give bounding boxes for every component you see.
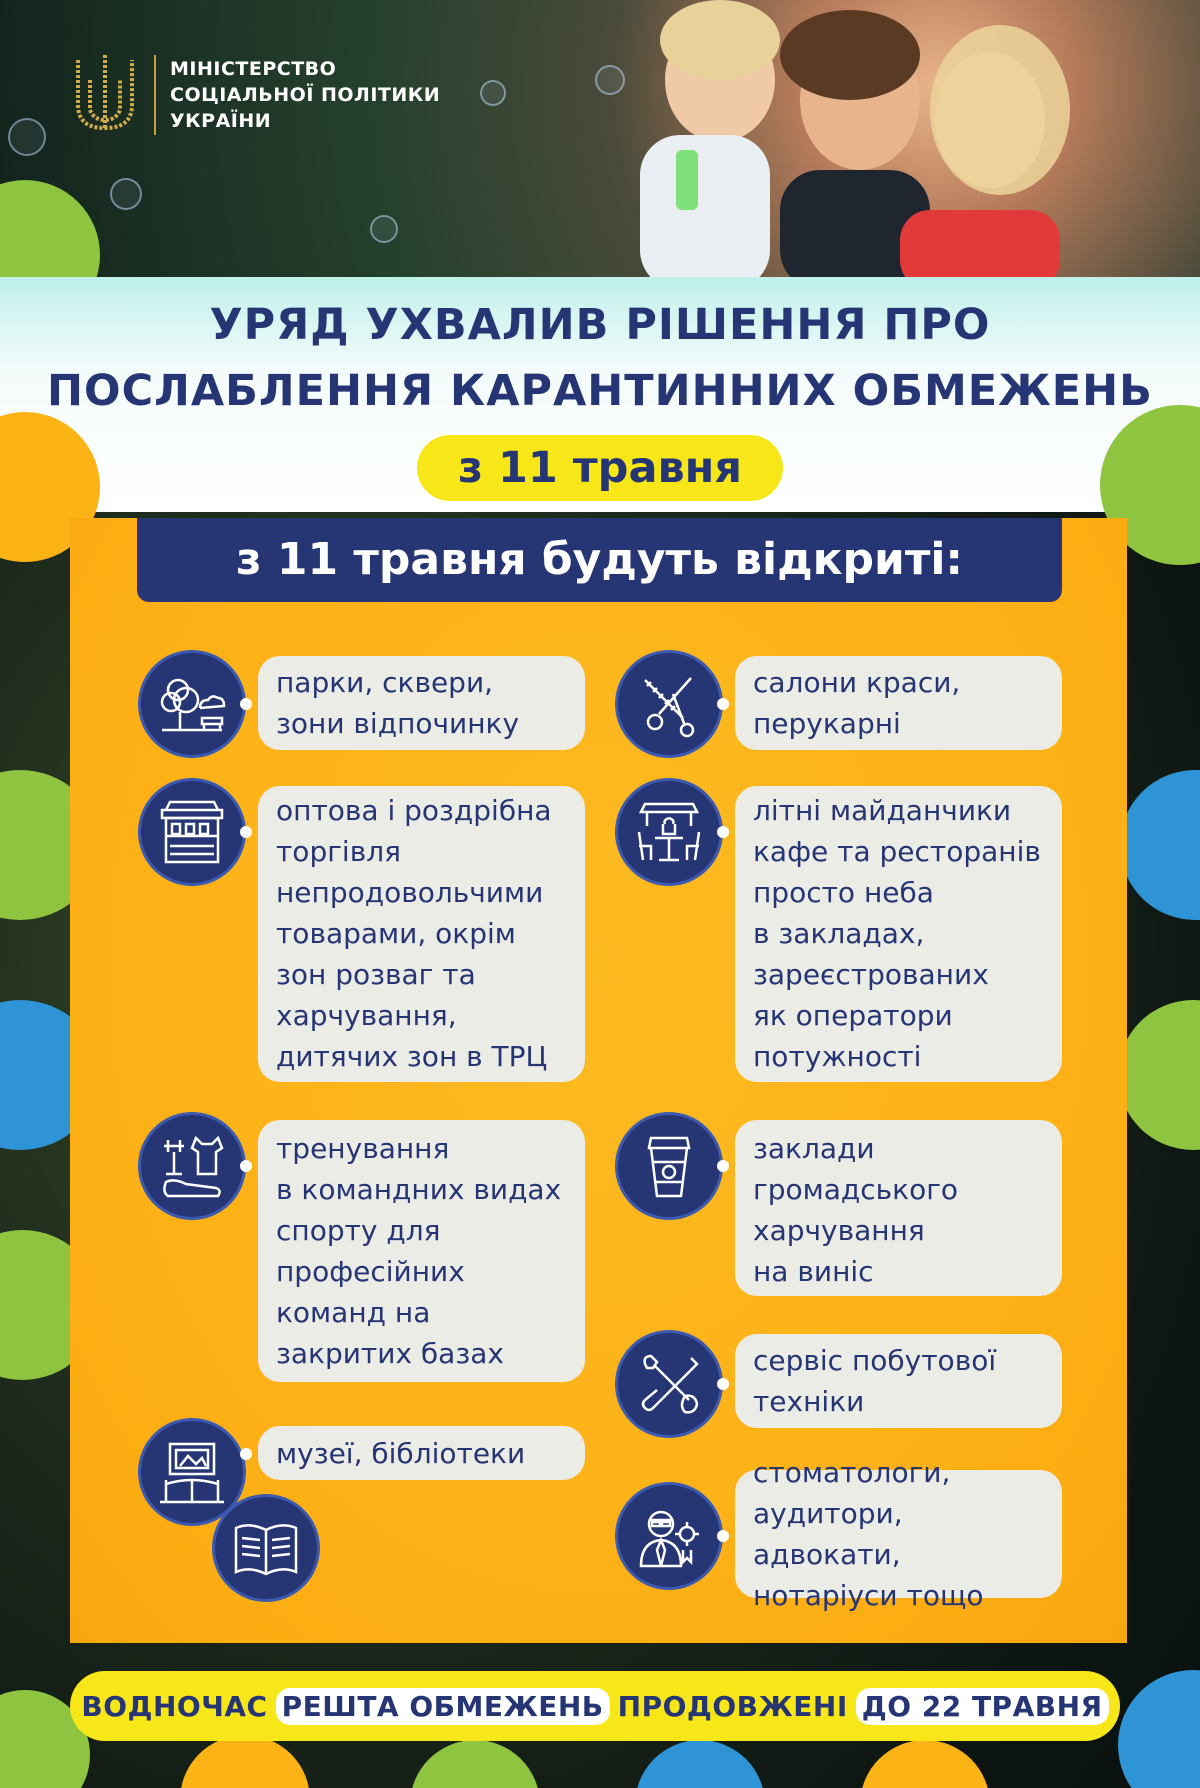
- professional-icon: [615, 1482, 723, 1590]
- ministry-name-line3: УКРАЇНИ: [170, 110, 272, 132]
- soap-bubble: [370, 215, 398, 243]
- family-illustration: [0, 0, 1200, 290]
- soap-bubble: [595, 65, 625, 95]
- connector-dot: [240, 1448, 252, 1460]
- list-item-professionals: [735, 1456, 1062, 1612]
- park-icon: [138, 650, 246, 758]
- deco-circle: [1120, 770, 1200, 920]
- headline-line1: УРЯД УХВАЛИВ РІШЕННЯ ПРО: [209, 300, 991, 350]
- list-item-text: сервіс побутової техніки: [753, 1344, 997, 1418]
- connector-dot: [717, 1378, 729, 1390]
- list-item-text: салони краси, перукарні: [753, 666, 961, 740]
- list-item-text: стоматологи, аудитори, адвокати, нотаріуси тощо: [753, 1456, 984, 1612]
- soap-bubble: [110, 178, 142, 210]
- scissors-comb-icon: [615, 650, 723, 758]
- deco-circle: [1118, 1670, 1200, 1788]
- list-item-text: заклади громадського харчування на виніс: [753, 1132, 959, 1288]
- soap-bubble: [480, 80, 506, 106]
- list-item-text: оптова і роздрібна торгівля непродовольчими товарами, окрім зон розваг та харчування, дитячих зон в ТРЦ: [276, 794, 552, 1073]
- deco-circle: [180, 1735, 310, 1788]
- ministry-name-line2: СОЦІАЛЬНОЇ ПОЛІТИКИ: [170, 84, 441, 106]
- list-item-parks: [258, 656, 585, 750]
- connector-dot: [717, 698, 729, 710]
- soap-bubble: [8, 118, 46, 156]
- list-item-sport: [258, 1120, 585, 1382]
- footer-highlight2: ДО 22 ТРАВНЯ: [856, 1688, 1109, 1725]
- connector-dot: [717, 1160, 729, 1172]
- list-item-text: музеї, бібліотеки: [276, 1436, 526, 1470]
- connector-dot: [240, 826, 252, 838]
- connector-dot: [240, 698, 252, 710]
- coffee-cup-icon: [615, 1112, 723, 1220]
- footer-part3: ПРОДОВЖЕНІ: [617, 1689, 848, 1723]
- ministry-name-line1: МІНІСТЕРСТВО: [170, 58, 337, 80]
- footer-banner: [70, 1671, 1120, 1741]
- list-item-appliances: [735, 1334, 1062, 1428]
- list-item-trade: [258, 786, 585, 1082]
- deco-circle: [410, 1740, 540, 1788]
- connector-dot: [240, 1160, 252, 1172]
- headline-line2: ПОСЛАБЛЕННЯ КАРАНТИННИХ ОБМЕЖЕНЬ: [47, 366, 1153, 416]
- hero-photo: [0, 0, 1200, 290]
- footer-highlight1: РЕШТА ОБМЕЖЕНЬ: [276, 1688, 610, 1725]
- headline-date-pill: з 11 травня: [417, 435, 783, 501]
- cafe-table-icon: [615, 778, 723, 886]
- deco-circle: [635, 1740, 765, 1788]
- list-item-cafes: [735, 786, 1062, 1082]
- connector-dot: [717, 826, 729, 838]
- section-title-bar: з 11 травня будуть відкриті:: [137, 518, 1062, 602]
- shop-icon: [138, 778, 246, 886]
- deco-circle: [860, 1740, 990, 1788]
- list-item-takeaway: [735, 1120, 1062, 1296]
- logo-separator: [154, 55, 156, 135]
- list-item-museums: [258, 1426, 585, 1480]
- connector-dot: [717, 1530, 729, 1542]
- ministry-logo: [70, 50, 440, 140]
- sport-icon: [138, 1112, 246, 1220]
- list-item-text: літні майданчики кафе та ресторанів просто неба в закладах, зареєстрованих як оператори потужності: [753, 794, 1041, 1073]
- trident-icon: [70, 50, 140, 140]
- list-item-text: парки, сквери, зони відпочинку: [276, 666, 520, 740]
- deco-circle: [1118, 1000, 1200, 1150]
- list-item-text: тренування в командних видах спорту для професійних команд на закритих базах: [276, 1132, 562, 1370]
- book-icon: [212, 1494, 320, 1602]
- tools-icon: [615, 1330, 723, 1438]
- footer-part1: ВОДНОЧАС: [81, 1689, 268, 1723]
- list-item-salons: [735, 656, 1062, 750]
